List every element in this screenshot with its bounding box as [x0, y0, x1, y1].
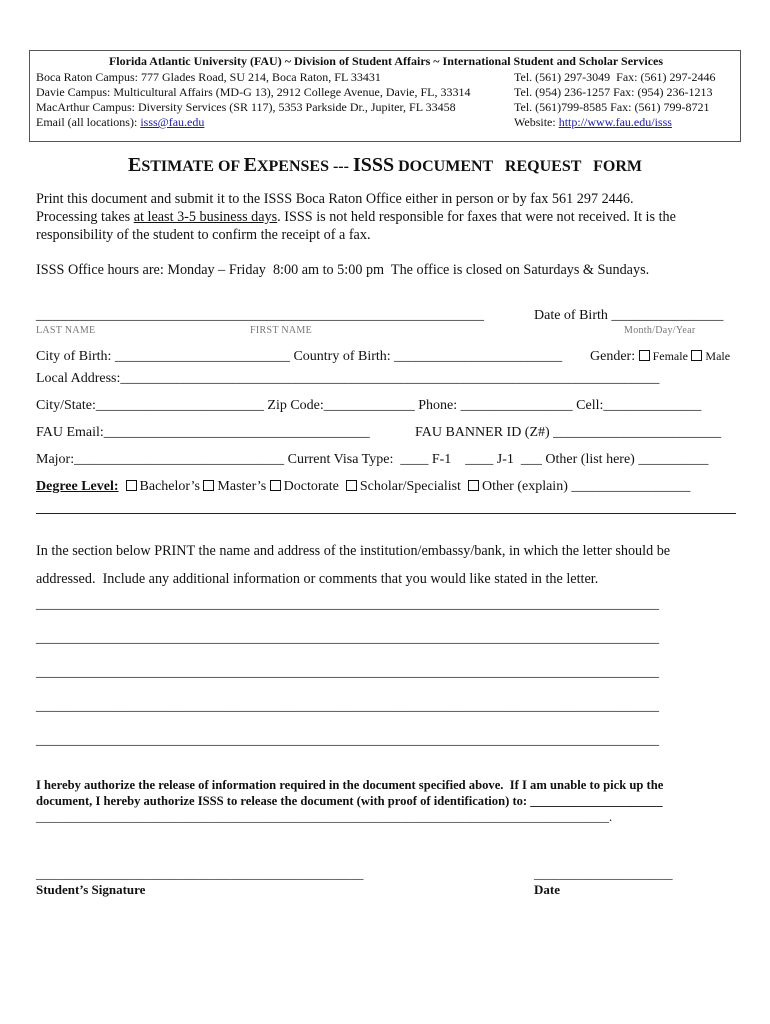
local-address-field[interactable]: Local Address:_____________________________________________________________________________	[36, 371, 660, 386]
macarthur-address: MacArthur Campus: Diversity Services (SR 117), 5353 Parkside Dr., Jupiter, FL 33458	[36, 100, 456, 114]
signature-label: Student’s Signature	[36, 882, 146, 897]
fau-email-field[interactable]: FAU Email:______________________________________	[36, 425, 370, 440]
date-line[interactable]: ______________________	[534, 867, 673, 881]
davie-address: Davie Campus: Multicultural Affairs (MD-G 13), 2912 College Avenue, Davie, FL, 33314	[36, 85, 471, 99]
banner-id-field[interactable]: FAU BANNER ID (Z#) ________________________	[415, 425, 722, 440]
boca-raton-phone: Tel. (561) 297-3049 Fax: (561) 297-2446	[514, 70, 716, 84]
intro-line-1: Print this document and submit it to the ISSS Boca Raton Office either in person or by fax 561 297 2446.	[36, 191, 634, 207]
major-visa-fields[interactable]: Major:______________________________ Current Visa Type: ____ F-1 ____ J-1 ___ Other (list here) __________	[36, 452, 709, 467]
date-label: Date	[534, 882, 560, 897]
website-label: Website:	[514, 115, 559, 129]
boca-raton-address: Boca Raton Campus: 777 Glades Road, SU 214, Boca Raton, FL 33431	[36, 70, 381, 84]
gender-field: Gender: Female Male	[590, 349, 731, 364]
address-instructions-1: In the section below PRINT the name and address of the institution/embassy/bank, in which the letter should be	[36, 543, 671, 559]
first-name-caption: FIRST NAME	[250, 325, 312, 336]
address-line-1[interactable]: _________________________________________________________________________________________	[36, 597, 659, 612]
last-name-caption: LAST NAME	[36, 325, 96, 336]
doctorate-checkbox[interactable]	[270, 480, 281, 491]
male-checkbox[interactable]	[691, 350, 702, 361]
degree-level-row: Degree Level: Bachelor’s Master’s Doctorate Scholar/Specialist Other (explain) _________________	[36, 479, 691, 494]
office-hours: ISSS Office hours are: Monday – Friday 8:00 am to 5:00 pm The office is closed on Saturdays & Sundays.	[36, 262, 650, 278]
header-box	[29, 50, 741, 142]
website-line	[514, 115, 672, 130]
city-zip-phone-fields[interactable]: City/State:________________________ Zip Code:_____________ Phone: ________________ Cell:______________	[36, 398, 702, 413]
address-line-2[interactable]: _________________________________________________________________________________________	[36, 631, 659, 646]
name-field[interactable]: ________________________________________________________________	[36, 308, 484, 323]
authorization-line-2[interactable]: document, I hereby authorize ISSS to release the document (with proof of identification) to: _____________________	[36, 794, 663, 808]
form-title: ESTIMATE OF EXPENSES --- ISSS DOCUMENT REQUEST FORM	[128, 154, 642, 176]
section-divider	[36, 513, 736, 514]
bachelors-checkbox[interactable]	[126, 480, 137, 491]
address-line-4[interactable]: _________________________________________________________________________________________	[36, 699, 659, 714]
female-checkbox[interactable]	[639, 350, 650, 361]
address-line-3[interactable]: _________________________________________________________________________________________	[36, 665, 659, 680]
address-instructions-2: addressed. Include any additional information or comments that you would like stated in the letter.	[36, 571, 599, 587]
header-title: Florida Atlantic University (FAU) ~ Division of Student Affairs ~ International Student and Scholar Services	[108, 54, 664, 68]
authorization-line-3[interactable]: ___________________________________________________________________________________________.	[36, 810, 613, 824]
authorization-line-1: I hereby authorize the release of information required in the document specified above. If I am unable to pick up the	[36, 778, 664, 792]
macarthur-phone: Tel. (561)799-8585 Fax: (561) 799-8721	[514, 100, 710, 114]
email-line	[36, 115, 204, 130]
dob-caption: Month/Day/Year	[624, 325, 696, 336]
degree-level-label: Degree Level:	[36, 479, 119, 494]
intro-line-2: Processing takes at least 3-5 business days. ISSS is not held responsible for faxes that were not received. It is the	[36, 209, 676, 225]
birth-place-fields[interactable]: City of Birth: _________________________ Country of Birth: ________________________	[36, 349, 563, 364]
davie-phone: Tel. (954) 236-1257 Fax: (954) 236-1213	[514, 85, 713, 99]
other-degree-checkbox[interactable]	[468, 480, 479, 491]
email-link[interactable]: isss@fau.edu	[140, 115, 205, 129]
scholar-checkbox[interactable]	[346, 480, 357, 491]
email-label: Email (all locations):	[36, 115, 141, 129]
signature-line[interactable]: ____________________________________________________	[36, 867, 364, 881]
website-link[interactable]: http://www.fau.edu/isss	[558, 115, 672, 129]
intro-line-3: responsibility of the student to confirm the receipt of a fax.	[36, 227, 371, 243]
masters-checkbox[interactable]	[203, 480, 214, 491]
address-line-5[interactable]: _________________________________________________________________________________________	[36, 733, 659, 748]
date-of-birth-field[interactable]: Date of Birth ________________	[534, 308, 724, 323]
